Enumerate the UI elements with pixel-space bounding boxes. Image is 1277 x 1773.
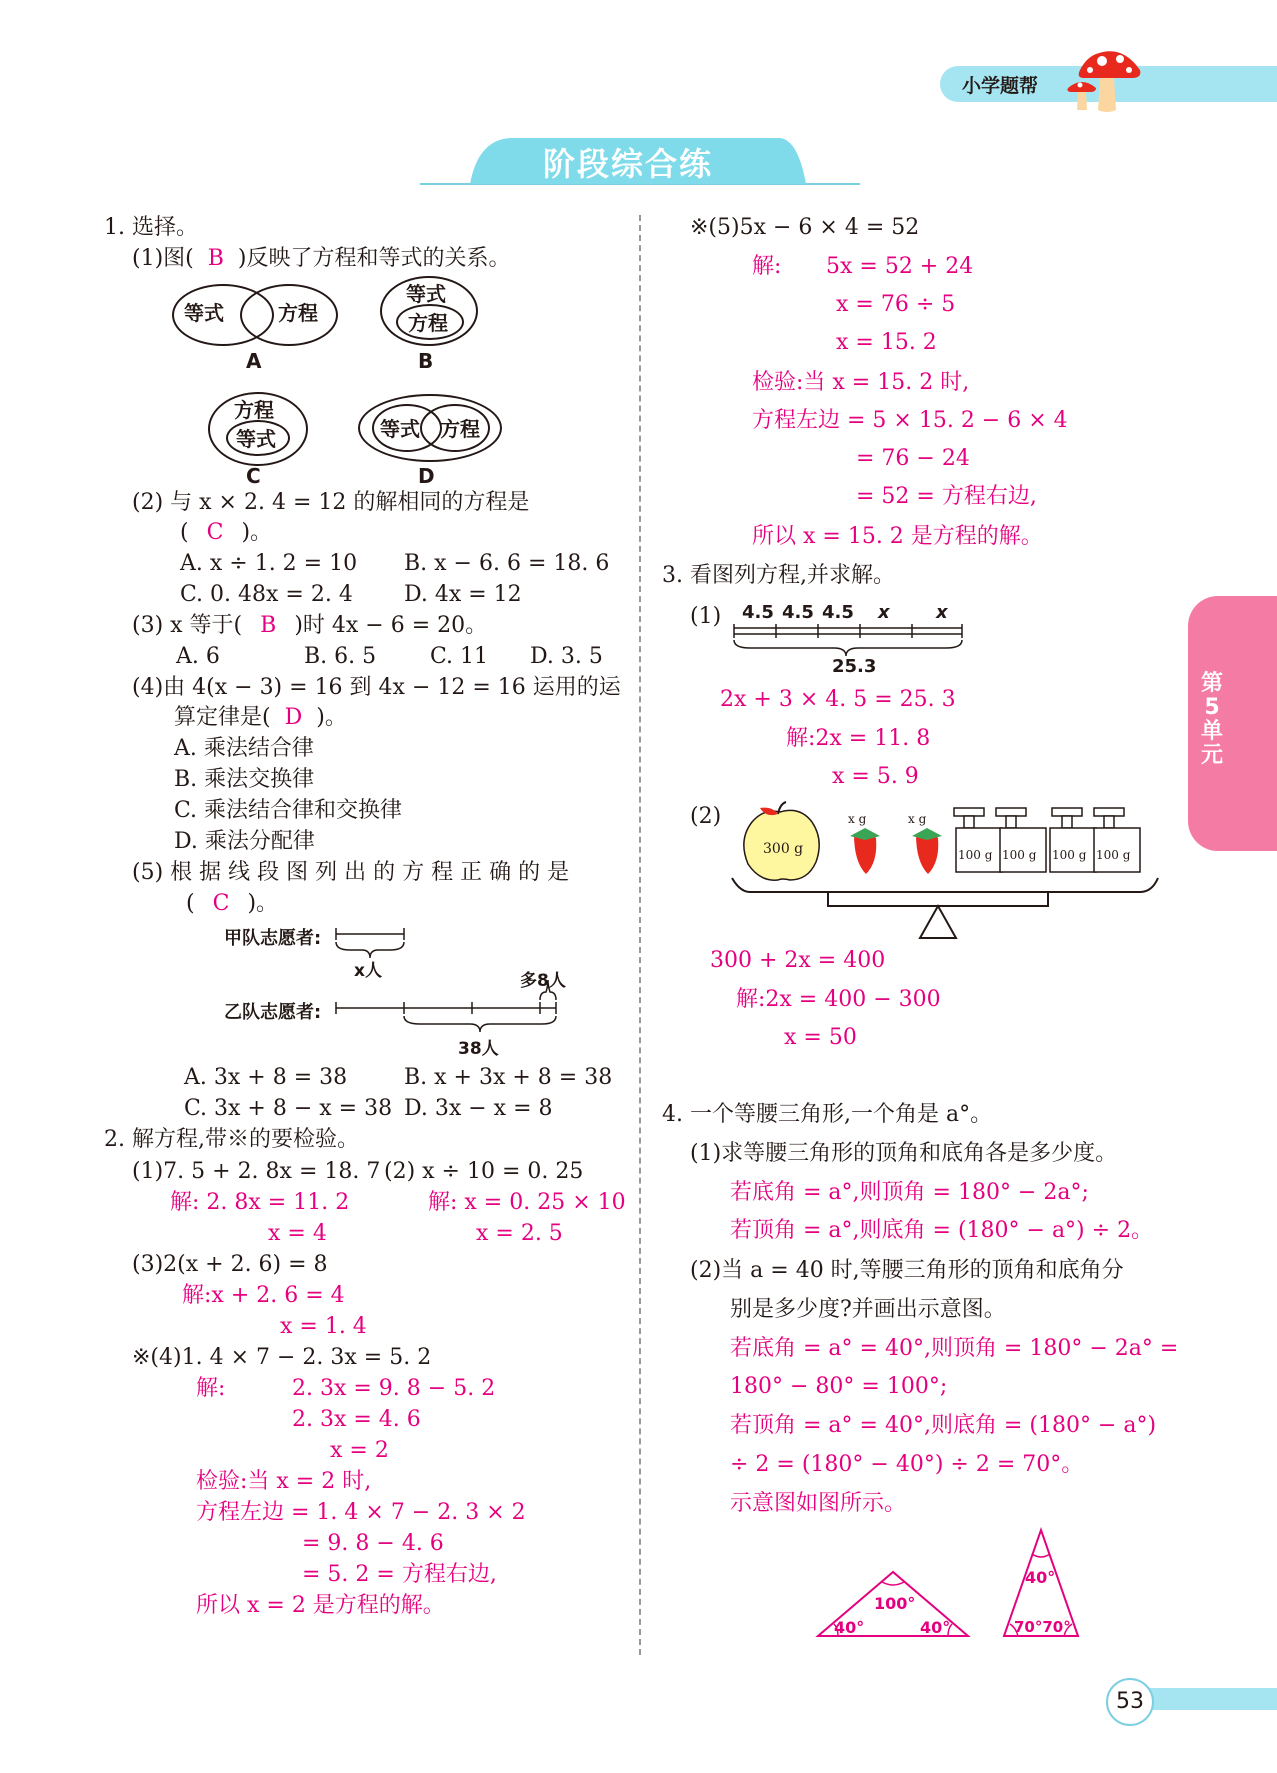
option: D. 4x = 12 bbox=[404, 582, 522, 607]
q3-2-answer: x = 50 bbox=[784, 1025, 857, 1050]
angle-label: 40° bbox=[834, 1618, 865, 1637]
q2-4-line: 方程左边 = 1. 4 × 7 − 2. 3 × 2 bbox=[196, 1500, 526, 1525]
q2-2-question: (2) x ÷ 10 = 0. 25 bbox=[384, 1159, 584, 1184]
brand-label: 小学题帮 bbox=[962, 75, 1039, 97]
segment-value: 4.5 bbox=[742, 602, 774, 623]
segment-value: 4.5 bbox=[822, 602, 854, 623]
q2-5-line: x = 76 ÷ 5 bbox=[836, 292, 956, 317]
segment-total: 25.3 bbox=[832, 656, 877, 677]
q4-heading: 4. 一个等腰三角形,一个角是 a°。 bbox=[662, 1102, 993, 1127]
q2-3-answer: 解:x + 2. 6 = 4 bbox=[182, 1283, 345, 1308]
q4-2-answer: 若底角 = a° = 40°,则顶角 = 180° − 2a° = bbox=[730, 1336, 1179, 1361]
option: C. 3x + 8 − x = 38 bbox=[184, 1096, 393, 1121]
q4-2-answer: 若顶角 = a° = 40°,则底角 = (180° − a°) bbox=[730, 1413, 1157, 1438]
q2-5-line: 所以 x = 15. 2 是方程的解。 bbox=[752, 524, 1043, 549]
unit-tab-label: 第5单元 bbox=[1200, 671, 1223, 768]
berry-label: x g bbox=[848, 812, 867, 826]
q2-5-line: 5x = 52 + 24 bbox=[826, 254, 974, 279]
q2-2-answer: 解: x = 0. 25 × 10 bbox=[428, 1190, 626, 1215]
apple-label: 300 g bbox=[763, 841, 804, 857]
segment-x-label: x人 bbox=[354, 961, 382, 981]
strawberry-icon bbox=[912, 828, 942, 874]
option: C. 乘法结合律和交换律 bbox=[174, 798, 403, 823]
q2-4-line: x = 2 bbox=[330, 1438, 389, 1463]
q2-4-line: 2. 3x = 4. 6 bbox=[292, 1407, 421, 1432]
segment-more-label: 多8人 bbox=[520, 971, 566, 991]
segment-value: x bbox=[878, 602, 890, 623]
q2-4-line: 2. 3x = 9. 8 − 5. 2 bbox=[292, 1376, 496, 1401]
q3-1-answer: 解:2x = 11. 8 bbox=[786, 726, 931, 751]
option: A. x ÷ 1. 2 = 10 bbox=[180, 551, 358, 576]
q4-1-question: (1)求等腰三角形的顶角和底角各是多少度。 bbox=[690, 1141, 1118, 1166]
q2-5-line: 解: bbox=[752, 254, 782, 279]
q1-1-question: (1)图( B )反映了方程和等式的关系。 bbox=[132, 246, 511, 271]
q2-5-line: = 76 − 24 bbox=[856, 446, 970, 471]
option: C. 11 bbox=[430, 644, 489, 669]
mushroom-icon bbox=[1062, 44, 1146, 116]
yi-label: 乙队志愿者: bbox=[224, 1002, 322, 1023]
weight-label: 100 g bbox=[958, 848, 993, 862]
q1-5-question: (5) 根 据 线 段 图 列 出 的 方 程 正 确 的 是 bbox=[132, 860, 570, 885]
column-divider bbox=[639, 215, 641, 1655]
q2-4-line: = 9. 8 − 4. 6 bbox=[302, 1531, 444, 1556]
q2-5-question: ※(5)5x − 6 × 4 = 52 bbox=[690, 215, 920, 240]
weight-label: 100 g bbox=[1096, 848, 1131, 862]
q1-4-answer: 算定律是( D )。 bbox=[174, 705, 347, 730]
jia-label: 甲队志愿者: bbox=[224, 928, 322, 949]
option: D. 3x − x = 8 bbox=[404, 1096, 553, 1121]
q2-5-line: 检验:当 x = 15. 2 时, bbox=[752, 370, 970, 395]
weight-label: 100 g bbox=[1052, 848, 1087, 862]
segment-value: 4.5 bbox=[782, 602, 814, 623]
q4-2-answer: 180° − 80° = 100°; bbox=[730, 1374, 948, 1399]
segment-value: x bbox=[936, 602, 948, 623]
option: A. 3x + 8 = 38 bbox=[184, 1065, 348, 1090]
option: D. 3. 5 bbox=[530, 644, 603, 669]
q2-3-answer: x = 1. 4 bbox=[280, 1314, 367, 1339]
option: A. 乘法结合律 bbox=[174, 736, 314, 761]
q4-2-question: 别是多少度?并画出示意图。 bbox=[730, 1297, 1006, 1322]
q2-4-question: ※(4)1. 4 × 7 − 2. 3x = 5. 2 bbox=[132, 1345, 432, 1370]
option: B. 6. 5 bbox=[304, 644, 377, 669]
q2-5-line: x = 15. 2 bbox=[836, 330, 937, 355]
strawberry-icon bbox=[850, 828, 880, 874]
q3-2-number: (2) bbox=[690, 804, 722, 829]
q2-1-answer: x = 4 bbox=[268, 1221, 327, 1246]
q3-1-number: (1) bbox=[690, 604, 722, 629]
q2-4-line: 检验:当 x = 2 时, bbox=[196, 1469, 372, 1494]
angle-label: 100° bbox=[874, 1594, 916, 1613]
q4-2-answer: 示意图如图所示。 bbox=[730, 1491, 907, 1516]
q1-4-question: (4)由 4(x − 3) = 16 到 4x − 12 = 16 运用的运 bbox=[132, 675, 621, 700]
q2-1-answer: 解: 2. 8x = 11. 2 bbox=[170, 1190, 350, 1215]
q4-2-answer: ÷ 2 = (180° − 40°) ÷ 2 = 70°。 bbox=[730, 1452, 1084, 1477]
q3-2-answer: 解:2x = 400 − 300 bbox=[736, 987, 941, 1012]
page-title: 阶段综合练 bbox=[543, 145, 714, 183]
angle-label: 70°70° bbox=[1014, 1618, 1071, 1636]
q2-4-line: 解: bbox=[196, 1376, 226, 1401]
q3-2-answer: 300 + 2x = 400 bbox=[710, 948, 886, 973]
angle-label: 40° bbox=[1025, 1568, 1056, 1587]
weight-label: 100 g bbox=[1002, 848, 1037, 862]
q1-3-question: (3) x 等于( B )时 4x − 6 = 20。 bbox=[132, 613, 488, 638]
q3-1-answer: x = 5. 9 bbox=[832, 764, 919, 789]
q4-1-answer: 若底角 = a°,则顶角 = 180° − 2a°; bbox=[730, 1180, 1089, 1205]
q1-2-question: (2) 与 x × 2. 4 = 12 的解相同的方程是 bbox=[132, 490, 530, 515]
q4-1-answer: 若顶角 = a°,则底角 = (180° − a°) ÷ 2。 bbox=[730, 1218, 1154, 1243]
berry-label: x g bbox=[908, 812, 927, 826]
q2-5-line: 方程左边 = 5 × 15. 2 − 6 × 4 bbox=[752, 408, 1068, 433]
q3-1-answer: 2x + 3 × 4. 5 = 25. 3 bbox=[720, 687, 956, 712]
option: A. 6 bbox=[176, 644, 220, 669]
angle-label: 40° bbox=[920, 1618, 951, 1637]
option: C. 0. 48x = 2. 4 bbox=[180, 582, 353, 607]
page-number: 53 bbox=[1106, 1678, 1154, 1726]
q2-4-line: = 5. 2 = 方程右边, bbox=[302, 1562, 497, 1587]
q2-heading: 2. 解方程,带※的要检验。 bbox=[104, 1127, 359, 1152]
weight-icons bbox=[954, 808, 1140, 872]
q2-3-question: (3)2(x + 2. 6) = 8 bbox=[132, 1252, 328, 1277]
q1-heading: 1. 选择。 bbox=[104, 215, 198, 240]
option: B. 乘法交换律 bbox=[174, 767, 315, 792]
q4-2-question: (2)当 a = 40 时,等腰三角形的顶角和底角分 bbox=[690, 1258, 1124, 1283]
q1-5-answer: ( C )。 bbox=[186, 891, 279, 916]
segment-total-label: 38人 bbox=[458, 1039, 499, 1059]
q3-heading: 3. 看图列方程,并求解。 bbox=[662, 563, 895, 588]
balance-scale bbox=[720, 800, 1160, 940]
q1-2-answer: ( C )。 bbox=[180, 520, 273, 545]
q2-2-answer: x = 2. 5 bbox=[476, 1221, 563, 1246]
q2-4-line: 所以 x = 2 是方程的解。 bbox=[196, 1593, 445, 1618]
q2-1-question: (1)7. 5 + 2. 8x = 18. 7 bbox=[132, 1159, 381, 1184]
option: D. 乘法分配律 bbox=[174, 829, 315, 854]
option: B. x − 6. 6 = 18. 6 bbox=[404, 551, 610, 576]
q2-5-line: = 52 = 方程右边, bbox=[856, 484, 1037, 509]
option: B. x + 3x + 8 = 38 bbox=[404, 1065, 613, 1090]
